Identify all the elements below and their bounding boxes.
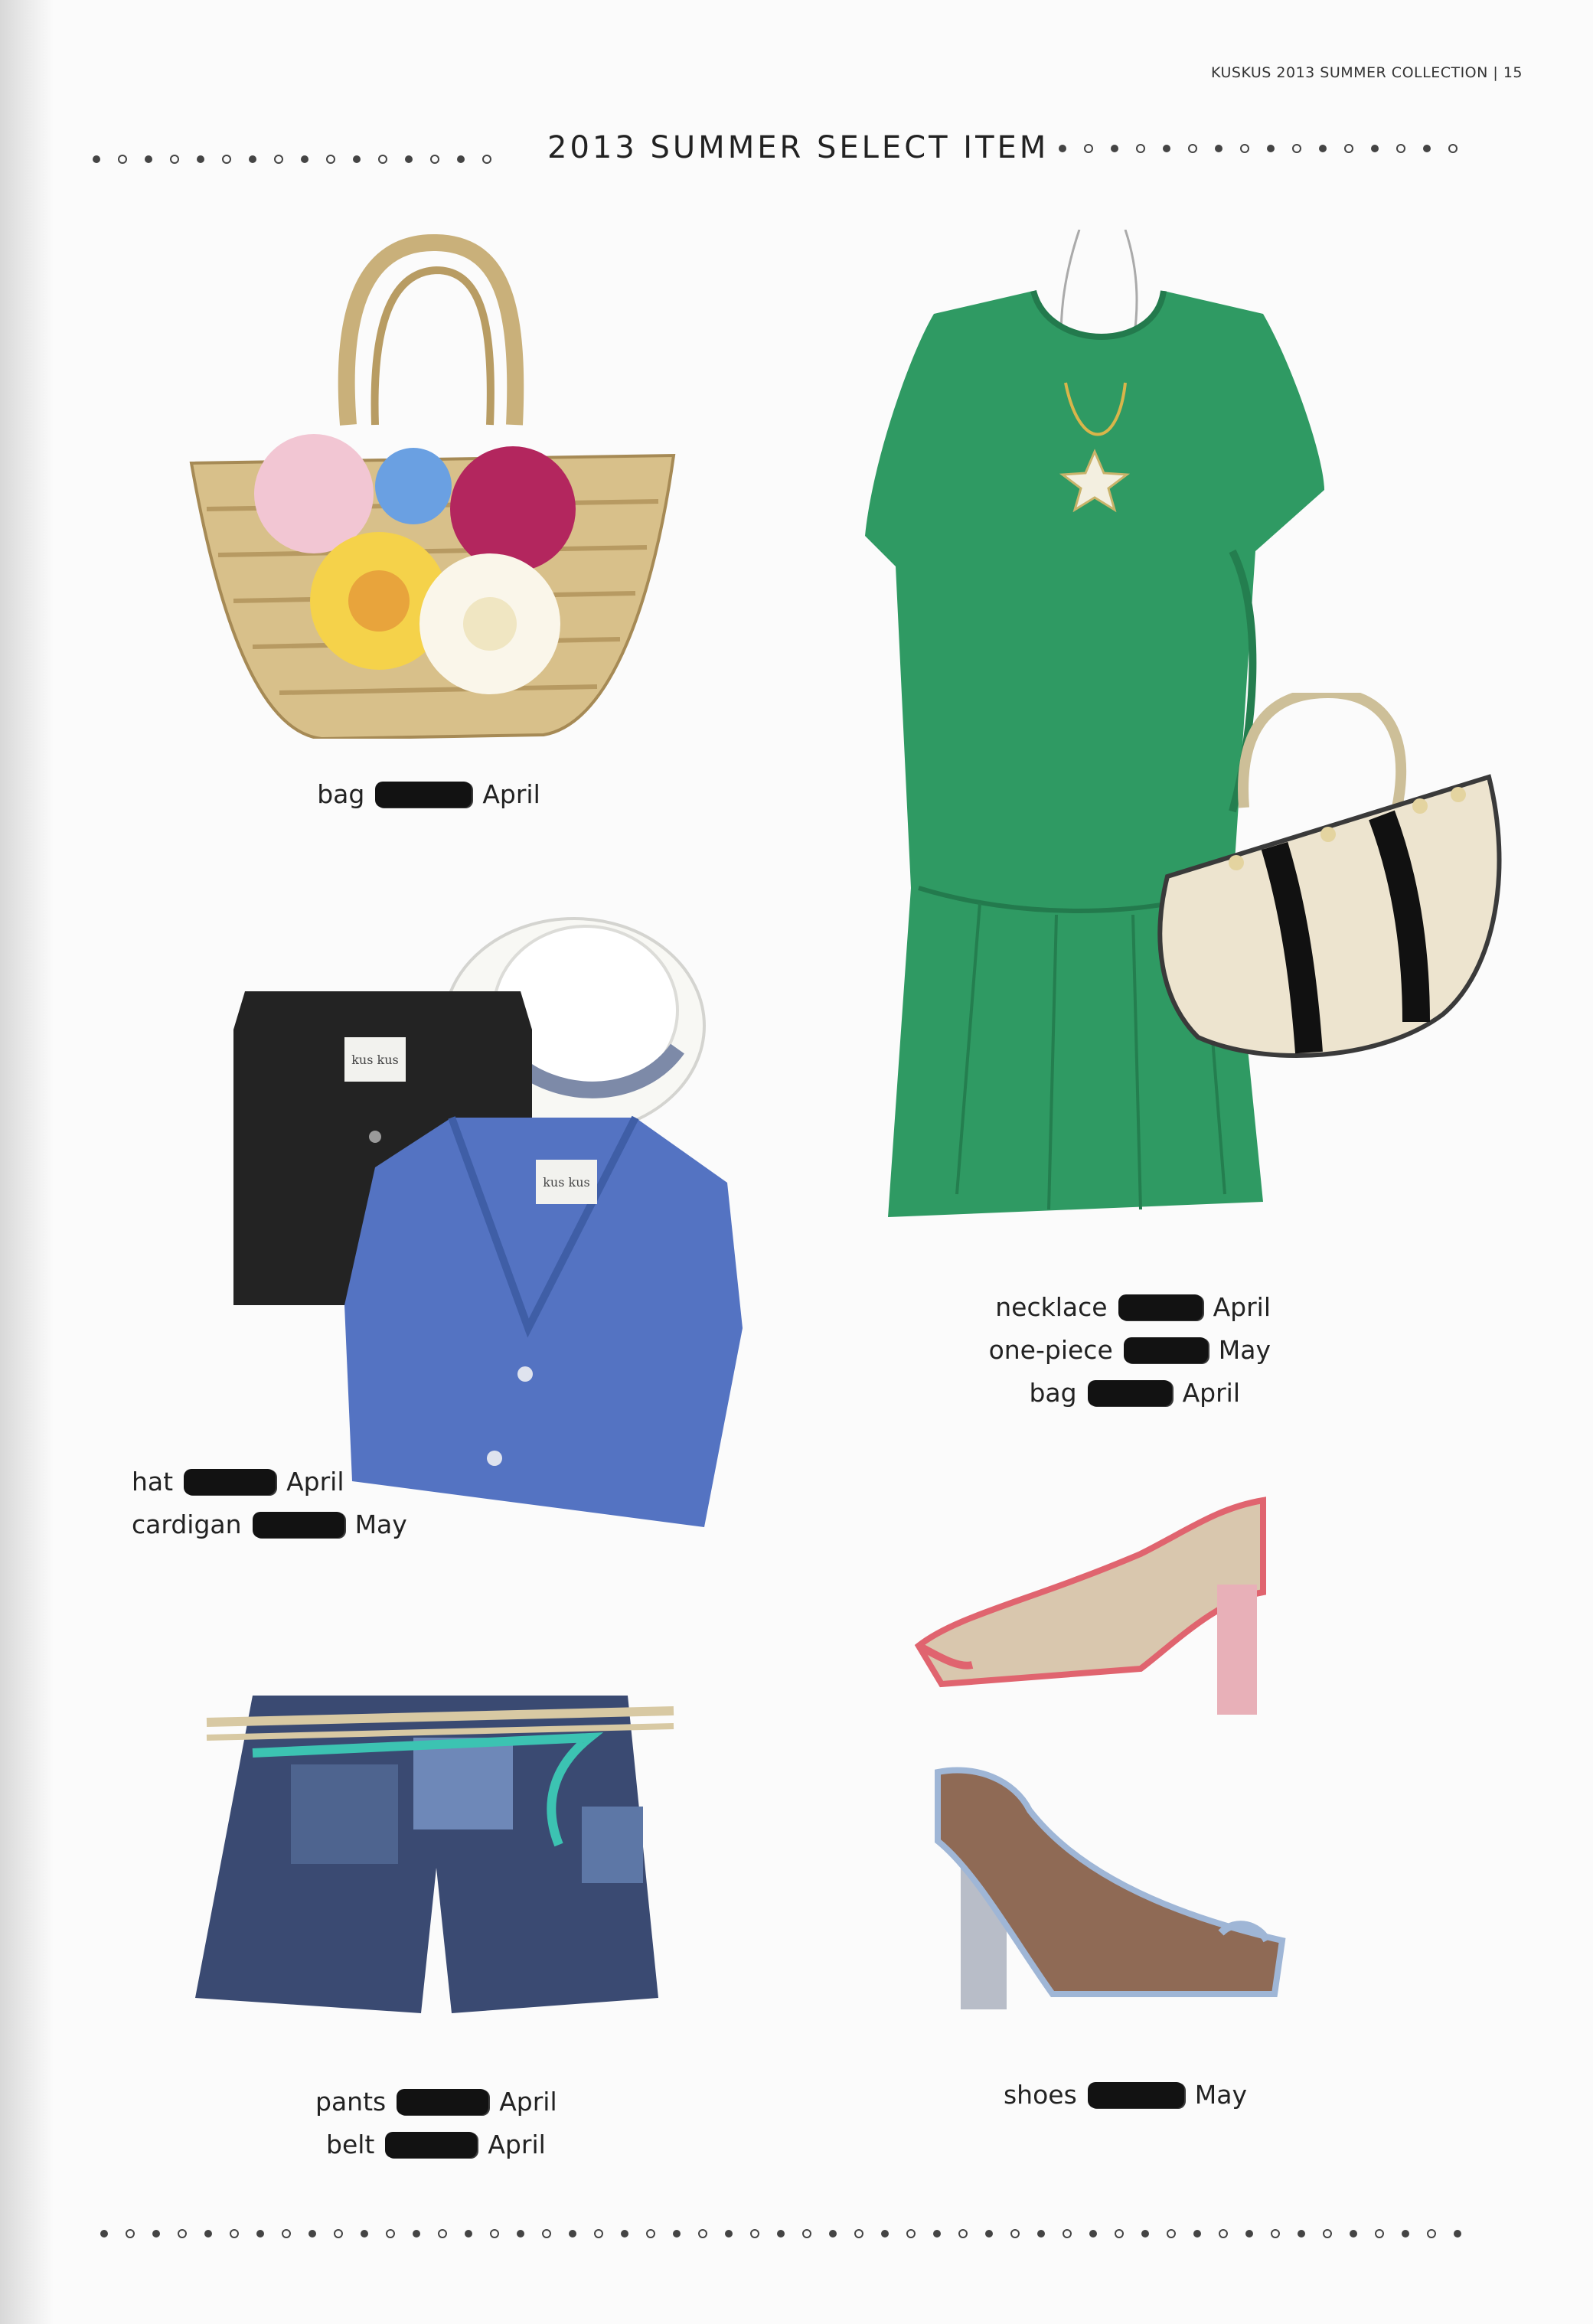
price-redaction: [375, 782, 472, 808]
woven-pump-icon: [930, 1764, 1298, 2017]
svg-text:kus kus: kus kus: [351, 1053, 399, 1067]
price-redaction: [1088, 2082, 1184, 2108]
title-dots-left: [90, 152, 496, 167]
price-redaction: [1124, 1337, 1208, 1363]
caption-hat-cardigan: hat April cardigan May: [132, 1467, 407, 1539]
bottom-dots: [98, 2226, 1476, 2241]
price-redaction: [253, 1512, 344, 1538]
caption-shoes: shoes May: [1003, 2080, 1248, 2110]
title-dots-right: [1056, 141, 1470, 156]
price-redaction: [1118, 1294, 1203, 1320]
sequin-bag-icon: [1152, 693, 1504, 1068]
caption-pants-belt: pants April belt April: [315, 2087, 557, 2159]
straw-bag-flowers-icon: [184, 233, 681, 739]
price-redaction: [385, 2132, 477, 2158]
svg-text:kus kus: kus kus: [543, 1175, 590, 1190]
caption-dress-set: necklace April one-piece May bag April: [988, 1292, 1271, 1408]
price-redaction: [184, 1469, 276, 1495]
price-redaction: [397, 2089, 488, 2115]
running-head: KUSKUS 2013 SUMMER COLLECTION | 15: [1211, 64, 1523, 81]
denim-shorts-icon: [191, 1692, 689, 2021]
book-spine-shadow: [0, 0, 54, 2324]
page-title: 2013 SUMMER SELECT ITEM: [547, 130, 1049, 165]
price-redaction: [1088, 1380, 1172, 1406]
woven-pump-icon: [911, 1493, 1278, 1722]
caption-bag-top: bag April: [317, 779, 540, 809]
